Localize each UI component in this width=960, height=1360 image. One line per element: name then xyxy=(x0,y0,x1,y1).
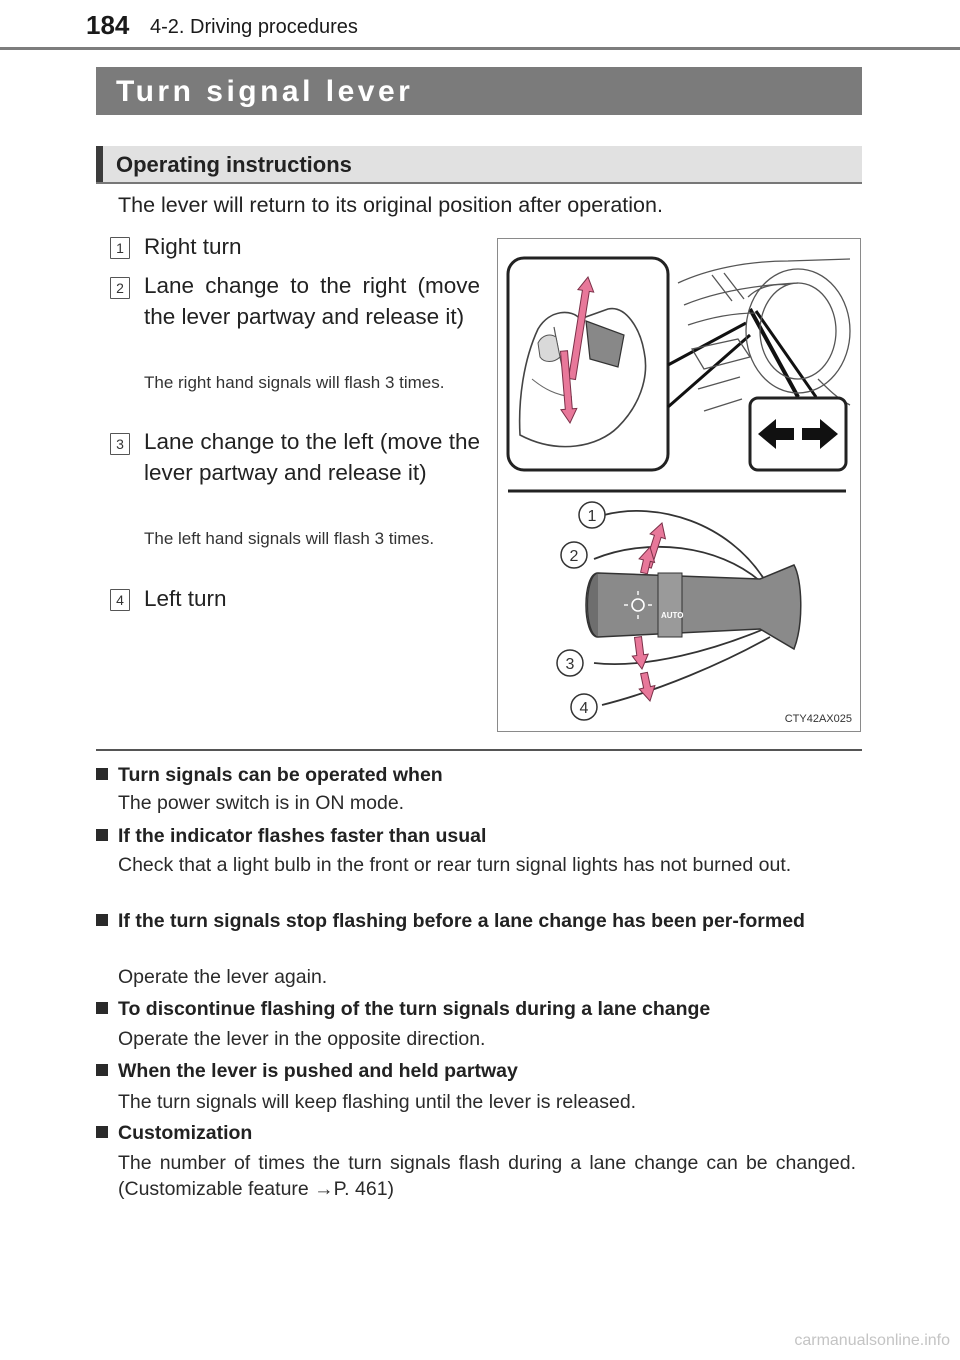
note-body-3: Operate the lever again. xyxy=(118,966,328,988)
callout-3: 3 xyxy=(565,656,575,673)
direction-arrows-inset xyxy=(750,398,846,470)
item-number-3: 3 xyxy=(110,433,130,455)
item-number-4: 4 xyxy=(110,589,130,611)
callout-2: 2 xyxy=(569,548,579,565)
note-bullet xyxy=(96,914,108,926)
note-heading-5: When the lever is pushed and held partway xyxy=(96,1058,858,1085)
callout-4: 4 xyxy=(579,700,589,717)
item-text-1: Right turn xyxy=(144,234,242,259)
note-bullet xyxy=(96,1126,108,1138)
note-heading-1: Turn signals can be operated when xyxy=(96,762,858,789)
page-number: 184 xyxy=(86,10,130,40)
section-divider xyxy=(96,749,862,751)
note-heading-3: If the turn signals stop flashing before a lane change has been per-formed xyxy=(96,908,858,935)
subheading-accent xyxy=(96,146,103,182)
item-subtext-2: The right hand signals will flash 3 times. xyxy=(144,373,445,392)
turn-signal-illustration xyxy=(497,238,861,732)
note-heading-6: Customization xyxy=(96,1120,858,1147)
item-text-3: Lane change to the left (move the lever partway and release it) xyxy=(144,429,480,485)
arrow-down-3 xyxy=(632,637,648,669)
illustration-code: CTY42AX025 xyxy=(784,713,852,725)
section-title: 4-2. Driving procedures xyxy=(150,16,358,38)
note-bullet xyxy=(96,768,108,780)
signal-lever xyxy=(586,565,801,649)
title-bar xyxy=(96,67,862,115)
note-body-5: The turn signals will keep flashing until the lever is released. xyxy=(118,1091,637,1113)
header-rule xyxy=(0,47,960,50)
item-subtext-3: The left hand signals will flash 3 times. xyxy=(144,529,435,548)
item-text-4: Left turn xyxy=(144,586,227,611)
subheading-bar xyxy=(96,146,862,184)
note-heading-4: To discontinue flashing of the turn signals during a lane change xyxy=(96,996,858,1023)
arrow-down-4 xyxy=(639,672,655,701)
item-number-1: 1 xyxy=(110,237,130,259)
watermark: carmanualsonline.info xyxy=(794,1332,950,1349)
note-body-1: The power switch is in ON mode. xyxy=(118,792,405,814)
page-title: Turn signal lever xyxy=(116,75,414,108)
note-body-2: Check that a light bulb in the front or rear turn signal lights has not burned out. xyxy=(118,854,792,876)
note-heading-2: If the indicator flashes faster than usual xyxy=(96,823,858,850)
lever-auto-label: AUTO xyxy=(661,611,684,620)
item-text-2: Lane change to the right (move the lever partway and release it) xyxy=(144,273,480,329)
illustration-graphic xyxy=(498,239,859,730)
intro-text: The lever will return to its original position after operation. xyxy=(118,193,663,217)
note-body-4: Operate the lever in the opposite direction. xyxy=(118,1028,486,1050)
subheading: Operating instructions xyxy=(116,152,352,177)
callout-1: 1 xyxy=(587,508,597,525)
note-bullet xyxy=(96,829,108,841)
note-body-6: The number of times the turn signals flash during a lane change can be changed. (Customizable feature →P. 461) xyxy=(118,1152,856,1200)
item-number-2: 2 xyxy=(110,277,130,299)
note-bullet xyxy=(96,1064,108,1076)
note-bullet xyxy=(96,1002,108,1014)
